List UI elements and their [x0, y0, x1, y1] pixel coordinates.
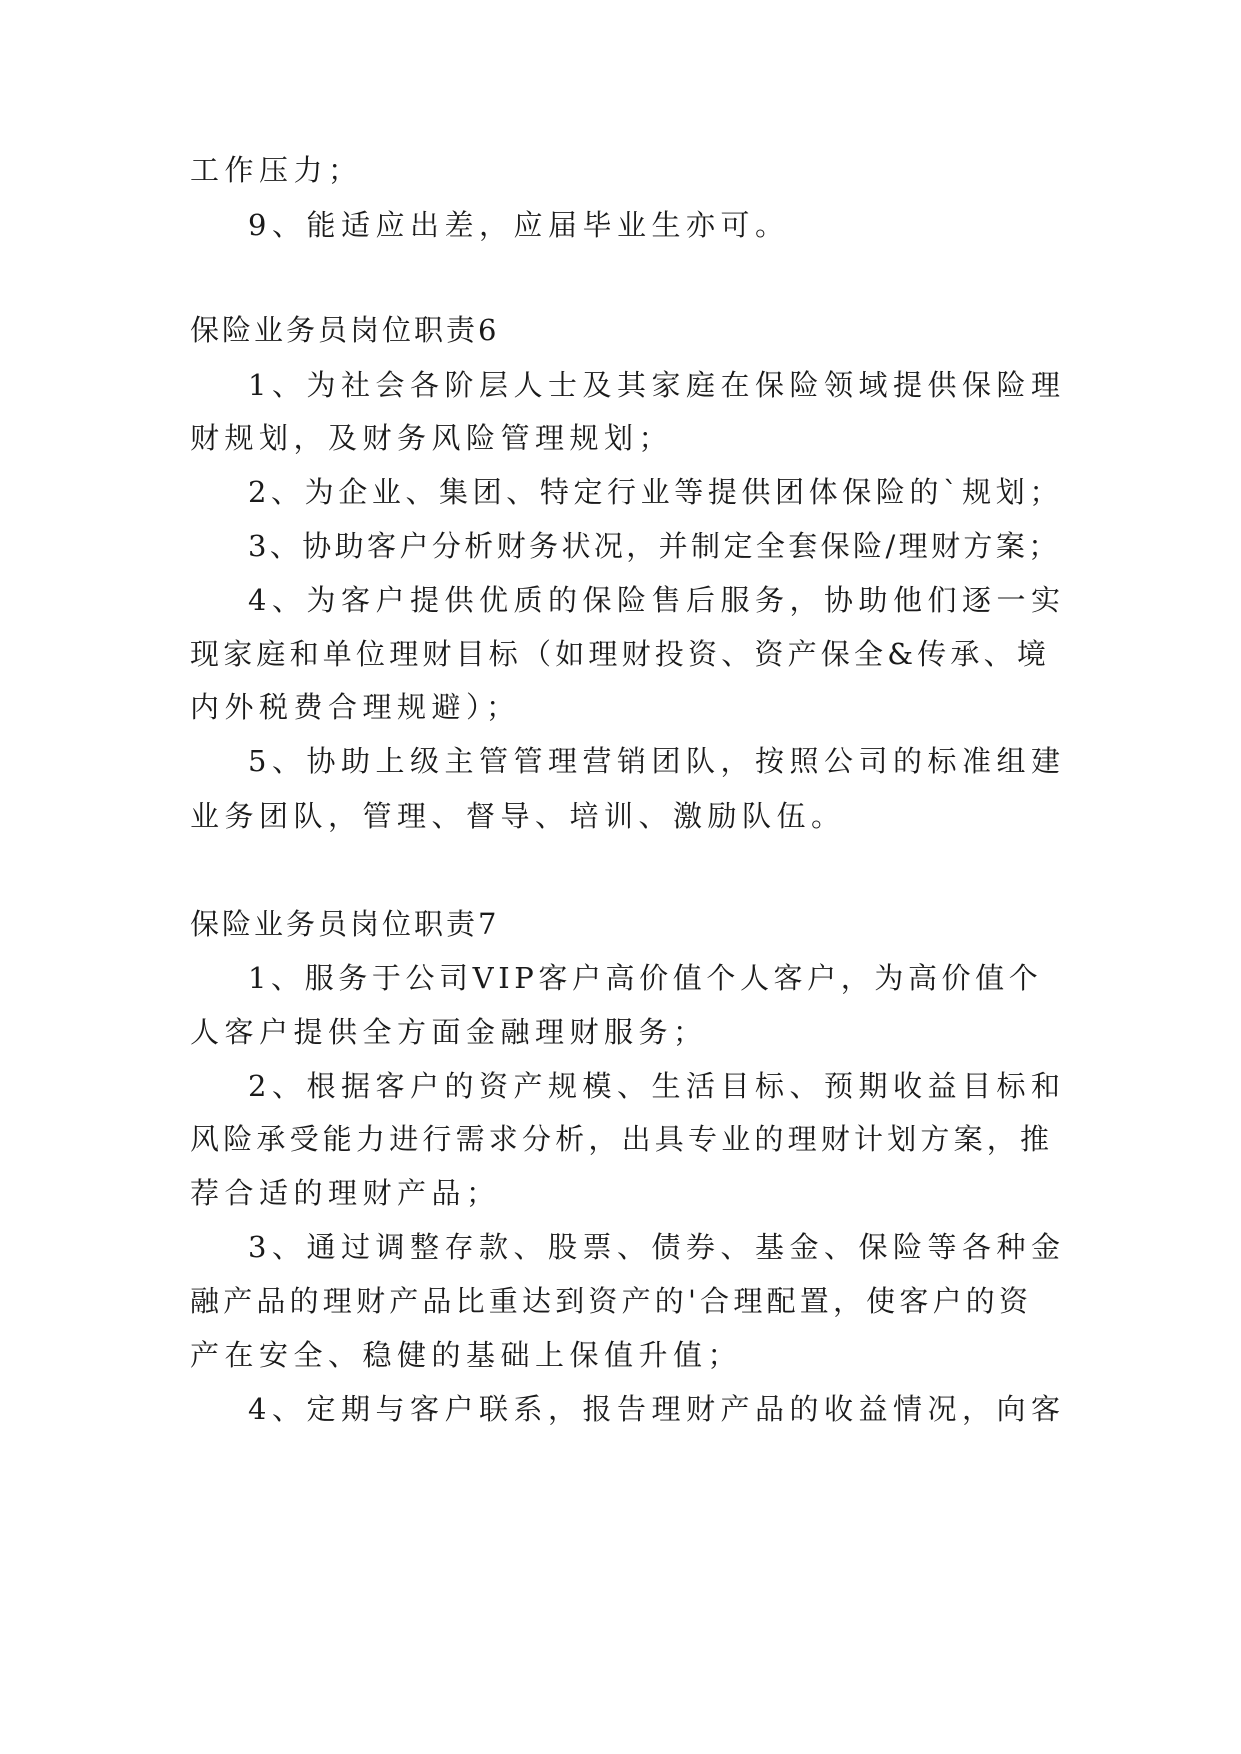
- section-heading: 保险业务员岗位职责6: [190, 313, 500, 347]
- text-line: 4、为客户提供优质的保险售后服务，协助他们逐一实: [248, 583, 1066, 617]
- text-line: 业务团队，管理、督导、培训、激励队伍。: [190, 799, 846, 833]
- text-line: 人客户提供全方面金融理财服务；: [190, 1015, 708, 1049]
- text-line: 产在安全、稳健的基础上保值升值；: [190, 1338, 743, 1372]
- text-line: 内外税费合理规避）；: [190, 690, 521, 724]
- text-line: 9、能适应出差，应届毕业生亦可。: [248, 208, 790, 242]
- section-heading: 保险业务员岗位职责7: [190, 907, 500, 941]
- text-line: 1、为社会各阶层人士及其家庭在保险领域提供保险理: [248, 368, 1066, 402]
- text-line: 工作压力；: [190, 153, 363, 187]
- text-line: 荐合适的理财产品；: [190, 1176, 501, 1210]
- text-line: 现家庭和单位理财目标（如理财投资、资产保全&传承、境: [190, 637, 1051, 671]
- text-line: 4、定期与客户联系，报告理财产品的收益情况，向客: [248, 1392, 1066, 1426]
- text-line: 风险承受能力进行需求分析，出具专业的理财计划方案，推: [190, 1122, 1054, 1156]
- text-line: 融产品的理财产品比重达到资产的'合理配置，使客户的资: [190, 1284, 1033, 1318]
- text-line: 财规划，及财务风险管理规划；: [190, 421, 674, 455]
- text-line: 3、通过调整存款、股票、债券、基金、保险等各种金: [248, 1230, 1066, 1264]
- text-line: 2、根据客户的资产规模、生活目标、预期收益目标和: [248, 1069, 1066, 1103]
- text-line: 5、协助上级主管管理营销团队，按照公司的标准组建: [248, 744, 1066, 778]
- text-line: 1、服务于公司VIP客户高价值个人客户，为高价值个: [248, 961, 1043, 995]
- text-line: 2、为企业、集团、特定行业等提供团体保险的`规划；: [248, 475, 1063, 509]
- text-line: 3、协助客户分析财务状况，并制定全套保险/理财方案；: [248, 529, 1061, 563]
